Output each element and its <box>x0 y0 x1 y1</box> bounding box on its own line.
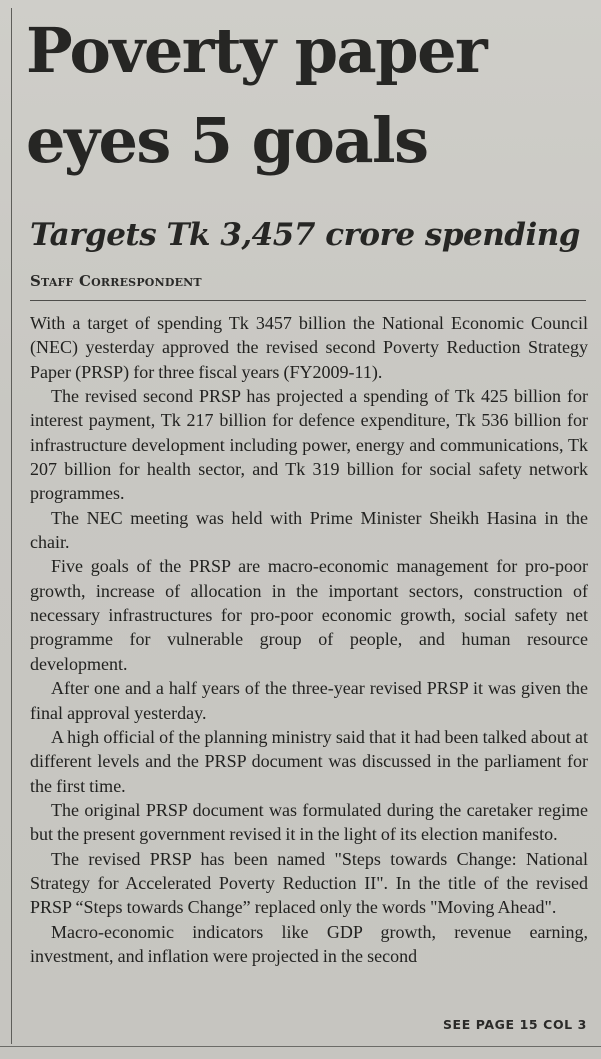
paragraph: After one and a half years of the three-year revised PRSP it was given the final approval yesterday. <box>30 678 588 723</box>
byline: Staff Correspondent <box>30 272 202 290</box>
jump-line: SEE PAGE 15 COL 3 <box>442 1017 587 1032</box>
paragraph: Five goals of the PRSP are macro-economic management for pro-poor growth, increase of allocation in the important sectors, construction of necessary infrastructures for pro-poor economic growth, social safety net programme for vulnerable group of people, and human resource development. <box>30 556 588 674</box>
paragraph: Macro-economic indicators like GDP growth, revenue earning, investment, and inflation were projected in the second <box>30 921 588 966</box>
subheadline: Targets Tk 3,457 crore spending <box>30 217 580 253</box>
paragraph: A high official of the planning ministry said that it had been talked about at different levels and the PRSP document was discussed in the parliament for the first time. <box>30 726 588 796</box>
headline: Poverty paper eyes 5 goals <box>26 14 487 177</box>
paragraph: The NEC meeting was held with Prime Minister Sheikh Hasina in the chair. <box>30 507 588 553</box>
bottom-rule <box>0 1046 601 1047</box>
column-rule <box>11 8 12 1044</box>
paragraph: The revised second PRSP has projected a spending of Tk 425 billion for interest payment, Tk 217 billion for defence expenditure, Tk 536 billion for infrastructure development including power, energy and communications, Tk 207 billion for health sector, and Tk 319 billion for social safety network programmes. <box>30 386 588 504</box>
paragraph: The revised PRSP has been named "Steps towards Change: National Strategy for Accelerated Poverty Reduction II". In the title of the revised PRSP “Steps towards Change” replaced only the words "Moving Ahead". <box>30 848 588 918</box>
paragraph: With a target of spending Tk 3457 billion the National Economic Council (NEC) yesterday approved the revised second Poverty Reduction Strategy Paper (PRSP) for three fiscal years (FY2009-11). <box>30 313 588 382</box>
paragraph: The original PRSP document was formulated during the caretaker regime but the present government revised it in the light of its election manifesto. <box>30 799 588 845</box>
article-body <box>30 311 588 968</box>
byline-rule <box>30 300 586 301</box>
